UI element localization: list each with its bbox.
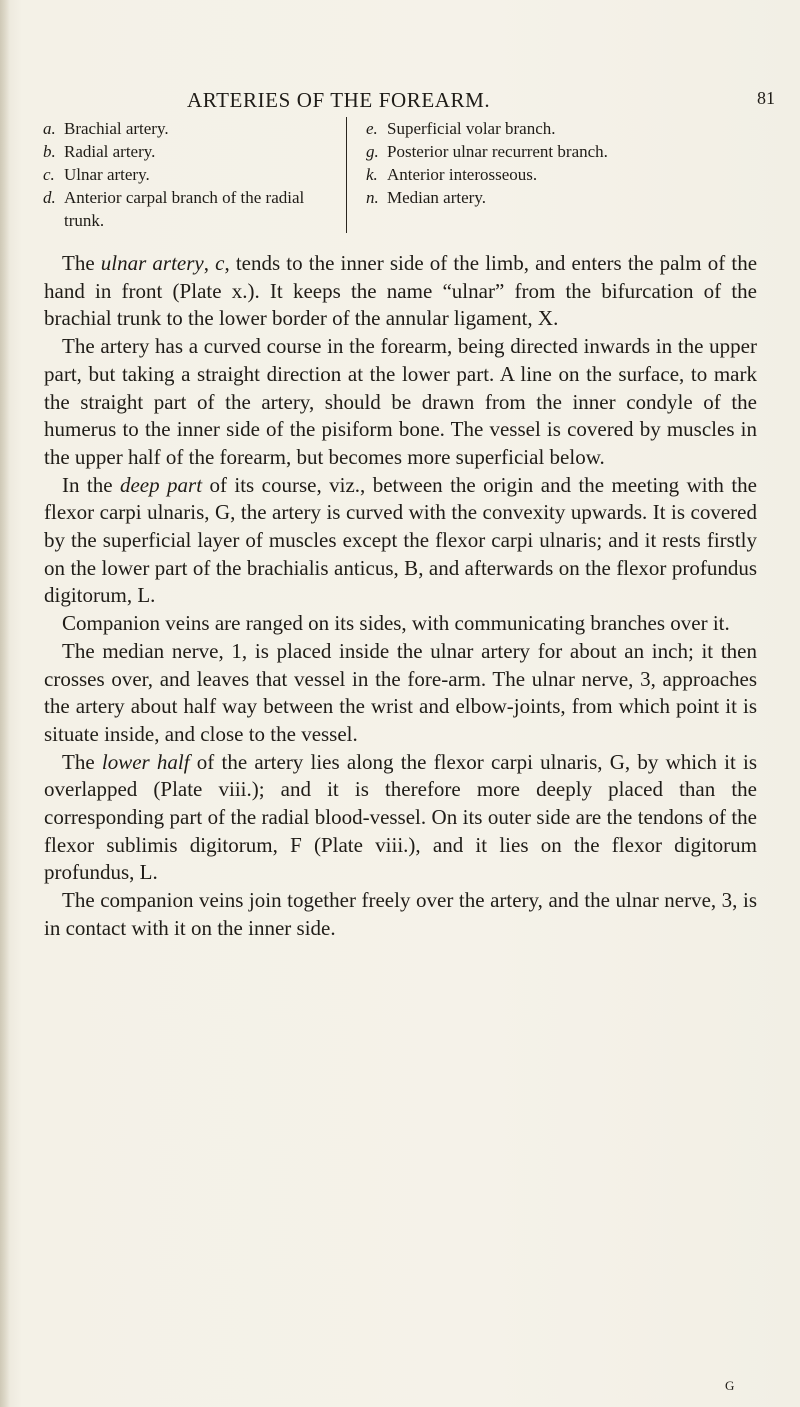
paragraph [44, 472, 757, 611]
paragraph: The artery has a curved course in the forearm, being directed inwards in the upper part, but taking a straight direction at the lower part. A line on the surface, to mark the straight part of the artery, should be drawn from the inner condyle of the humerus to the inner side of the pisiform bone. The vessel is covered by muscles in the upper half of the forearm, but becomes more superficial below. [44, 334, 757, 469]
legend-letter: c. [43, 165, 55, 184]
text-run: , tends to the inner side of the limb, and enters the palm of the hand in front (Plate x.). It keeps the name “ulnar” from the bifurcation of the brachial trunk to the lower border of the annular ligament, X. [44, 251, 758, 331]
legend-item [366, 140, 796, 163]
legend-item [43, 117, 333, 140]
paragraph [44, 250, 757, 333]
legend-column-left [43, 117, 333, 232]
legend-text: Posterior ulnar recurrent branch. [387, 142, 608, 161]
text-run: of its course, viz., between the origin and the meeting with the flexor carpi ulnaris, G, the artery is curved with the convexity upwards. It is covered by the superficial layer of muscles except the flexor carpi ulnaris; and it rests firstly on the lower part of the brachialis anticus, B, and afterwards on the flexor profundus digitorum, L. [44, 472, 757, 608]
paragraph: The median nerve, 1, is placed inside the ulnar artery for about an inch; it then crosses over, and leaves that vessel in the fore-arm. The ulnar nerve, 3, approaches the artery about half way between the wrist and elbow-joints, from which point it is situate inside, and close to the vessel. [44, 638, 757, 746]
page-number: 81 [757, 88, 775, 108]
legend-letter: b. [43, 142, 56, 161]
text-run: , [203, 251, 216, 275]
text-run: The [62, 251, 101, 275]
paragraph: Companion veins are ranged on its sides, with communicating branches over it. [62, 611, 730, 636]
legend-letter: k. [366, 165, 378, 184]
legend-letter: e. [366, 119, 378, 138]
text-run: In the [62, 472, 120, 497]
legend-item [366, 163, 796, 186]
legend-text: Radial artery. [64, 142, 156, 161]
legend-text: Brachial artery. [64, 119, 169, 138]
text-run: of the artery lies along the flexor carpi ulnaris, G, by which it is overlapped (Plate viii.); and it is therefore more deeply placed than the corresponding part of the radial blood-vessel. On its outer side are the tendons of the flexor sublimis digitorum, F (Plate viii.), and it lies on the flexor digitorum profundus, L. [44, 749, 757, 885]
legend-item [43, 186, 319, 232]
paragraph [44, 749, 757, 888]
italic-term: deep part [119, 472, 203, 497]
legend-text: Median artery. [387, 188, 486, 207]
spine-shadow [0, 0, 10, 1407]
italic-reference: c [215, 251, 225, 275]
legend-item [366, 117, 796, 140]
paragraph: The companion veins join together freely over the artery, and the ulnar nerve, 3, is in contact with it on the inner side. [44, 888, 757, 940]
legend-column-right [346, 117, 796, 233]
legend-text: Ulnar artery. [64, 165, 150, 184]
figure-legend [43, 117, 773, 237]
legend-letter: n. [366, 188, 379, 207]
body-text [44, 250, 757, 943]
legend-letter: a. [43, 119, 56, 138]
italic-term: lower half [101, 749, 190, 774]
legend-item [366, 186, 796, 209]
legend-text: Anterior carpal branch of the radial trunk. [64, 188, 305, 230]
legend-item [43, 140, 333, 163]
legend-letter: d. [43, 188, 56, 207]
legend-text: Anterior interosseous. [387, 165, 538, 184]
legend-text: Superficial volar branch. [387, 119, 556, 138]
legend-item [43, 163, 333, 186]
legend-letter: g. [366, 142, 379, 161]
italic-term: ulnar artery [100, 251, 204, 275]
running-head: ARTERIES OF THE FOREARM. [187, 88, 491, 112]
text-run: The [62, 749, 102, 774]
signature-mark: G [725, 1378, 735, 1393]
